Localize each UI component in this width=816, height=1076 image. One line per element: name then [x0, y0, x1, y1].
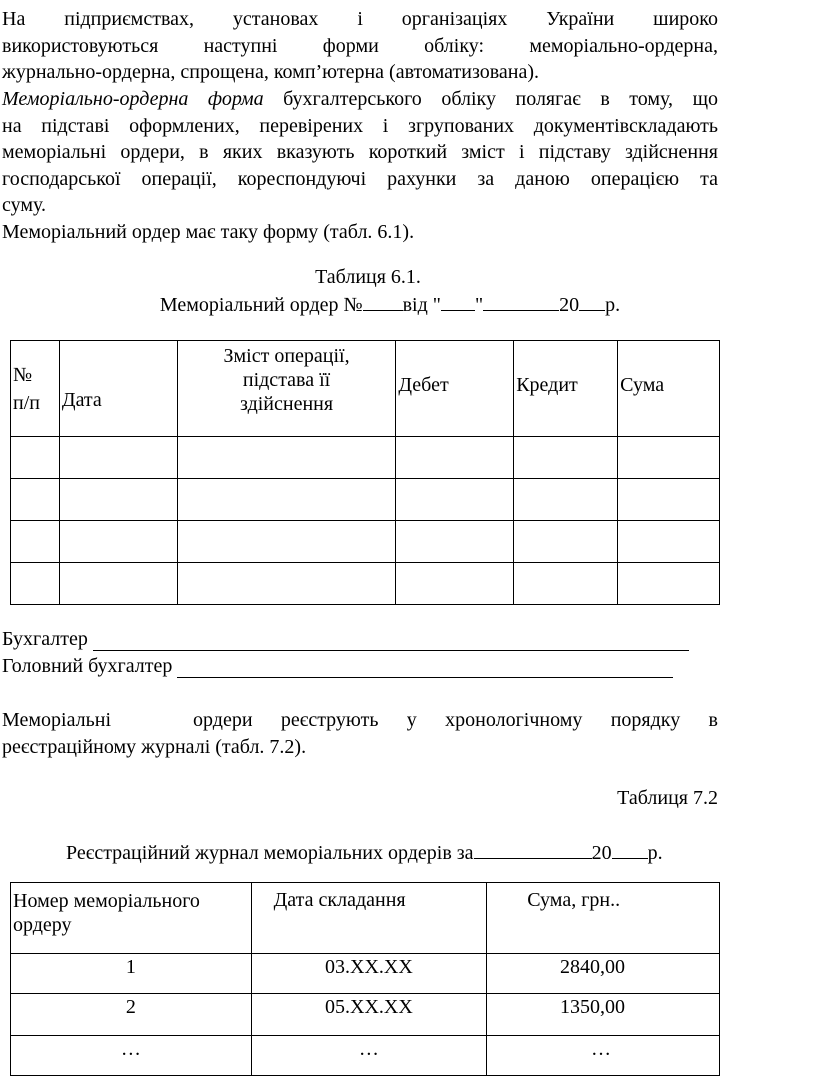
table2-row: [11, 1036, 720, 1076]
memorial-italic-term: Меморіально-ордерна форма: [2, 88, 264, 110]
memorial-line-2: на підставі оформлених, перевірених і згрупованих документівскладають: [2, 114, 718, 137]
table1-header-date: Дата: [59, 341, 177, 437]
row-date: …: [251, 1036, 487, 1076]
table1-header-credit: Кредит: [514, 341, 618, 437]
row-date: 03.ХХ.ХХ: [251, 954, 487, 994]
register-journal-table: [10, 882, 720, 1076]
row-sum: …: [487, 1036, 720, 1076]
table2-header-sum: Сума, грн..: [487, 883, 720, 954]
header-number-line-2: ордеру: [13, 914, 72, 936]
header-num-symbol: №: [13, 363, 33, 386]
memorial-paragraph: [2, 86, 718, 245]
form-intro: Меморіальний ордер має таку форму (табл. 6.1).: [2, 220, 415, 243]
header-num-pp: п/п: [13, 391, 40, 414]
row-number: 1: [11, 954, 252, 994]
table2-header-row: [11, 883, 720, 954]
table1-header-debit: Дебет: [396, 341, 514, 437]
register-period-blank: [474, 840, 592, 859]
row-number: 2: [11, 994, 252, 1036]
table1-header-num: [11, 341, 60, 437]
chief-signature-line: [177, 659, 673, 678]
register-line-1-b: ордери реєструють у хронологічному порядку в: [193, 709, 718, 731]
table1-title-e: р.: [605, 294, 621, 316]
intro-line-1: На підприємствах, установах і організаціях України широко: [2, 8, 718, 30]
header-content-line-2: підстава її: [242, 369, 331, 391]
table2-header-number: [11, 883, 252, 954]
table1-header-content: [177, 341, 396, 437]
register-line-1-a: Меморіальні: [2, 709, 112, 731]
intro-line-2: використовуються наступні форми обліку: меморіально-ордерна,: [2, 34, 718, 57]
intro-line-3: журнально-ордерна, спрощена, комп’ютерна (автоматизована).: [2, 61, 540, 83]
memorial-line-4: господарської операції, кореспондуючі рахунки за даною операцією та: [2, 167, 718, 190]
register-line-2: реєстраційному журналі (табл. 7.2).: [2, 735, 307, 758]
table1-row: [11, 479, 720, 521]
row-date: 05.ХХ.ХХ: [251, 994, 487, 1036]
table2-row: [11, 954, 720, 994]
table1-caption: Таблиця 6.1.: [315, 266, 421, 288]
order-month-blank: [483, 292, 559, 311]
memorial-order-table: [10, 340, 720, 605]
register-paragraph: [2, 707, 718, 760]
header-number-line-1: Номер меморіального: [13, 890, 200, 912]
table1-row: [11, 521, 720, 563]
table2-caption: Таблиця 7.2: [617, 787, 718, 809]
accountant-label: Бухгалтер: [2, 628, 88, 650]
row-sum: 1350,00: [487, 994, 720, 1036]
table1-title-c: ": [474, 294, 484, 316]
table1-header-sum: Сума: [618, 341, 720, 437]
intro-paragraph: [2, 6, 718, 86]
table1-title-a: Меморіальний ордер №: [159, 294, 363, 316]
table2-title: [66, 840, 663, 865]
accountant-signature-line: [93, 632, 689, 651]
table2-title-c: р.: [647, 842, 663, 864]
memorial-line-3: меморіальні ордери, в яких вказують короткий зміст і підставу здійснення: [2, 141, 718, 163]
order-year-blank: [579, 292, 605, 311]
chief-accountant-label: Головний бухгалтер: [2, 655, 173, 677]
row-number: …: [11, 1036, 252, 1076]
register-line-1: [2, 707, 718, 734]
row-sum: 2840,00: [487, 954, 720, 994]
memorial-line-1-rest: бухгалтерського обліку полягає в тому, що: [263, 88, 718, 110]
accountant-signature: [2, 628, 689, 651]
table1-title-d: 20: [559, 294, 580, 316]
table1-header-row: [11, 341, 720, 437]
order-day-blank: [441, 292, 475, 311]
order-number-blank: [363, 292, 403, 311]
table1-title: [0, 292, 780, 317]
table2-title-b: 20: [591, 842, 612, 864]
register-year-blank: [612, 840, 648, 859]
table1-title-b: від ": [402, 294, 441, 316]
table2-row: [11, 994, 720, 1036]
memorial-line-1: [2, 86, 718, 113]
table1-row: [11, 437, 720, 479]
chief-signature: [2, 655, 673, 678]
table1-row: [11, 563, 720, 605]
memorial-line-5: суму.: [2, 194, 47, 216]
table2-header-date: Дата складання: [251, 883, 487, 954]
header-content-line-1: Зміст операції,: [223, 345, 350, 367]
table2-title-a: Реєстраційний журнал меморіальних ордерів за: [66, 842, 474, 864]
header-content-line-3: здійснення: [240, 393, 334, 415]
